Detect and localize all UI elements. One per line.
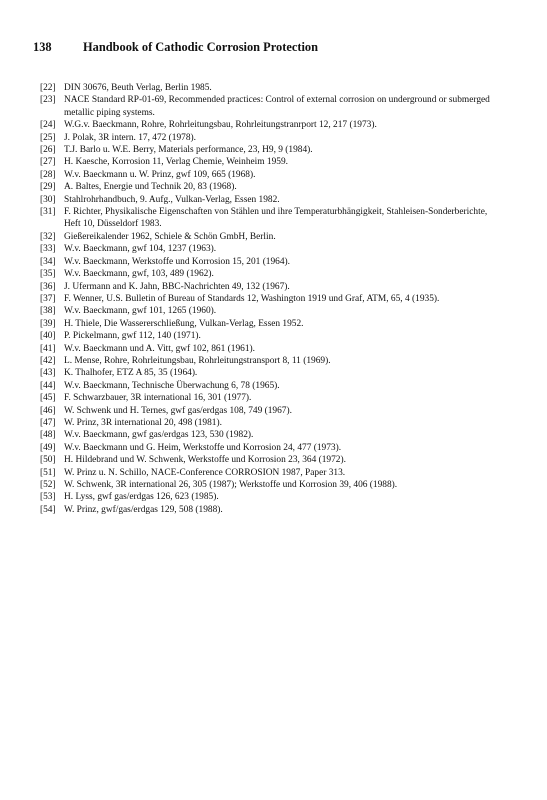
reference-number: [38]	[40, 306, 56, 317]
reference-item	[40, 405, 495, 417]
reference-text: W.v. Baeckmann, gwf 104, 1237 (1963).	[64, 244, 217, 255]
reference-item	[40, 367, 495, 379]
reference-item	[40, 169, 495, 181]
reference-item	[40, 442, 495, 454]
reference-number: [32]	[40, 231, 56, 242]
reference-text: F. Schwarzbauer, 3R international 16, 301 (1977).	[64, 393, 252, 404]
book-title: Handbook of Cathodic Corrosion Protection	[83, 40, 318, 54]
reference-text: F. Richter, Physikalische Eigenschaften von Stählen und ihre Temperaturbhängigkeit, Stahleisen-Sonderberichte, Heft 10, Düsseldorf 1983.	[64, 207, 488, 230]
reference-number: [49]	[40, 442, 56, 453]
reference-text: W. Schwenk, 3R international 26, 305 (1987); Werkstoffe und Korrosion 39, 406 (1988).	[64, 480, 398, 490]
reference-number: [54]	[40, 504, 56, 515]
reference-number: [24]	[40, 120, 56, 131]
reference-number: [42]	[40, 355, 56, 366]
reference-text: W.v. Baeckmann, gwf gas/erdgas 123, 530 (1982).	[64, 430, 254, 441]
reference-text: H. Lyss, gwf gas/erdgas 126, 623 (1985).	[64, 492, 219, 503]
page-number: 138	[33, 40, 52, 54]
reference-item	[40, 231, 495, 243]
reference-text: W.v. Baeckmann, gwf, 103, 489 (1962).	[64, 269, 214, 280]
reference-item	[40, 206, 495, 231]
reference-text: W.v. Baeckmann und G. Heim, Werkstoffe und Korrosion 24, 477 (1973).	[64, 442, 342, 453]
reference-text: W.v. Baeckmann und A. Vitt, gwf 102, 861 (1961).	[64, 343, 255, 354]
reference-number: [27]	[40, 157, 56, 168]
reference-number: [23]	[40, 95, 56, 106]
reference-item	[40, 281, 495, 293]
reference-text: L. Mense, Rohre, Rohrleitungsbau, Rohrleitungstransport 8, 11 (1969).	[64, 355, 331, 366]
reference-item	[40, 132, 495, 144]
reference-item	[40, 355, 495, 367]
reference-item	[40, 293, 495, 305]
reference-text: J. Polak, 3R intern. 17, 472 (1978).	[64, 132, 197, 143]
reference-item	[40, 479, 495, 491]
reference-number: [40]	[40, 331, 56, 342]
reference-text: W.v. Baeckmann u. W. Prinz, gwf 109, 665 (1968).	[64, 169, 256, 180]
reference-text: W.v. Baeckmann, Werkstoffe und Korrosion 15, 201 (1964).	[64, 256, 291, 267]
reference-text: DIN 30676, Beuth Verlag, Berlin 1985.	[64, 83, 212, 93]
reference-number: [50]	[40, 455, 56, 466]
reference-text: NACE Standard RP-01-69, Recommended practices: Control of external corrosion on underground or submerged metallic piping systems.	[64, 95, 490, 118]
reference-number: [48]	[40, 430, 56, 441]
reference-number: [41]	[40, 343, 56, 354]
reference-number: [46]	[40, 405, 56, 416]
reference-item	[40, 429, 495, 441]
reference-number: [45]	[40, 393, 56, 404]
reference-text: W. Prinz u. N. Schillo, NACE-Conference CORROSION 1987, Paper 313.	[64, 467, 346, 478]
reference-item	[40, 144, 495, 156]
reference-text: W.v. Baeckmann, Technische Überwachung 6, 78 (1965).	[64, 380, 280, 391]
reference-item	[40, 119, 495, 131]
reference-item	[40, 491, 495, 503]
reference-number: [33]	[40, 244, 56, 255]
reference-number: [29]	[40, 182, 56, 193]
reference-number: [30]	[40, 194, 56, 205]
reference-text: P. Pickelmann, gwf 112, 140 (1971).	[64, 331, 201, 342]
reference-item	[40, 243, 495, 255]
reference-text: W. Schwenk und H. Ternes, gwf gas/erdgas 108, 749 (1967).	[64, 405, 292, 416]
reference-number: [31]	[40, 207, 56, 218]
reference-number: [47]	[40, 417, 56, 428]
reference-number: [37]	[40, 293, 56, 304]
reference-text: Stahlrohrhandbuch, 9. Aufg., Vulkan-Verlag, Essen 1982.	[64, 194, 280, 205]
reference-text: Gießereikalender 1962, Schiele & Schön GmbH, Berlin.	[64, 231, 276, 242]
reference-text: F. Wenner, U.S. Bulletin of Bureau of Standards 12, Washington 1919 und Graf, ATM, 65, 4 (1935).	[64, 293, 440, 304]
reference-item	[40, 156, 495, 168]
reference-number: [22]	[40, 83, 56, 93]
reference-item	[40, 94, 495, 119]
reference-item	[40, 417, 495, 429]
reference-text: W.G.v. Baeckmann, Rohre, Rohrleitungsbau, Rohrleitungstranrport 12, 217 (1973).	[64, 120, 377, 131]
reference-text: W.v. Baeckmann, gwf 101, 1265 (1960).	[64, 306, 217, 317]
reference-item	[40, 181, 495, 193]
reference-number: [52]	[40, 480, 56, 490]
reference-item	[40, 194, 495, 206]
reference-item	[40, 82, 495, 94]
reference-list	[40, 82, 495, 516]
reference-item	[40, 318, 495, 330]
reference-number: [25]	[40, 132, 56, 143]
reference-number: [28]	[40, 169, 56, 180]
reference-item	[40, 392, 495, 404]
reference-item	[40, 454, 495, 466]
running-header	[33, 40, 318, 55]
reference-item	[40, 305, 495, 317]
reference-number: [36]	[40, 281, 56, 292]
reference-item	[40, 256, 495, 268]
reference-number: [39]	[40, 318, 56, 329]
reference-number: [44]	[40, 380, 56, 391]
reference-text: H. Hildebrand und W. Schwenk, Werkstoffe und Korrosion 23, 364 (1972).	[64, 455, 346, 466]
reference-item	[40, 467, 495, 479]
reference-number: [34]	[40, 256, 56, 267]
reference-item	[40, 268, 495, 280]
reference-text: W. Prinz, gwf/gas/erdgas 129, 508 (1988).	[64, 504, 223, 515]
reference-number: [26]	[40, 145, 56, 156]
reference-text: K. Thalhofer, ETZ A 85, 35 (1964).	[64, 368, 198, 379]
reference-text: H. Kaesche, Korrosion 11, Verlag Chemie, Weinheim 1959.	[64, 157, 289, 168]
reference-text: W. Prinz, 3R international 20, 498 (1981).	[64, 417, 222, 428]
reference-text: A. Baltes, Energie und Technik 20, 83 (1968).	[64, 182, 237, 193]
reference-number: [51]	[40, 467, 56, 478]
reference-number: [35]	[40, 269, 56, 280]
reference-number: [43]	[40, 368, 56, 379]
reference-text: T.J. Barlo u. W.E. Berry, Materials performance, 23, H9, 9 (1984).	[64, 145, 313, 156]
reference-item	[40, 380, 495, 392]
reference-text: H. Thiele, Die Wassererschließung, Vulkan-Verlag, Essen 1952.	[64, 318, 304, 329]
reference-item	[40, 504, 495, 516]
reference-item	[40, 343, 495, 355]
reference-item	[40, 330, 495, 342]
reference-text: J. Ufermann and K. Jahn, BBC-Nachrichten 49, 132 (1967).	[64, 281, 290, 292]
reference-number: [53]	[40, 492, 56, 503]
